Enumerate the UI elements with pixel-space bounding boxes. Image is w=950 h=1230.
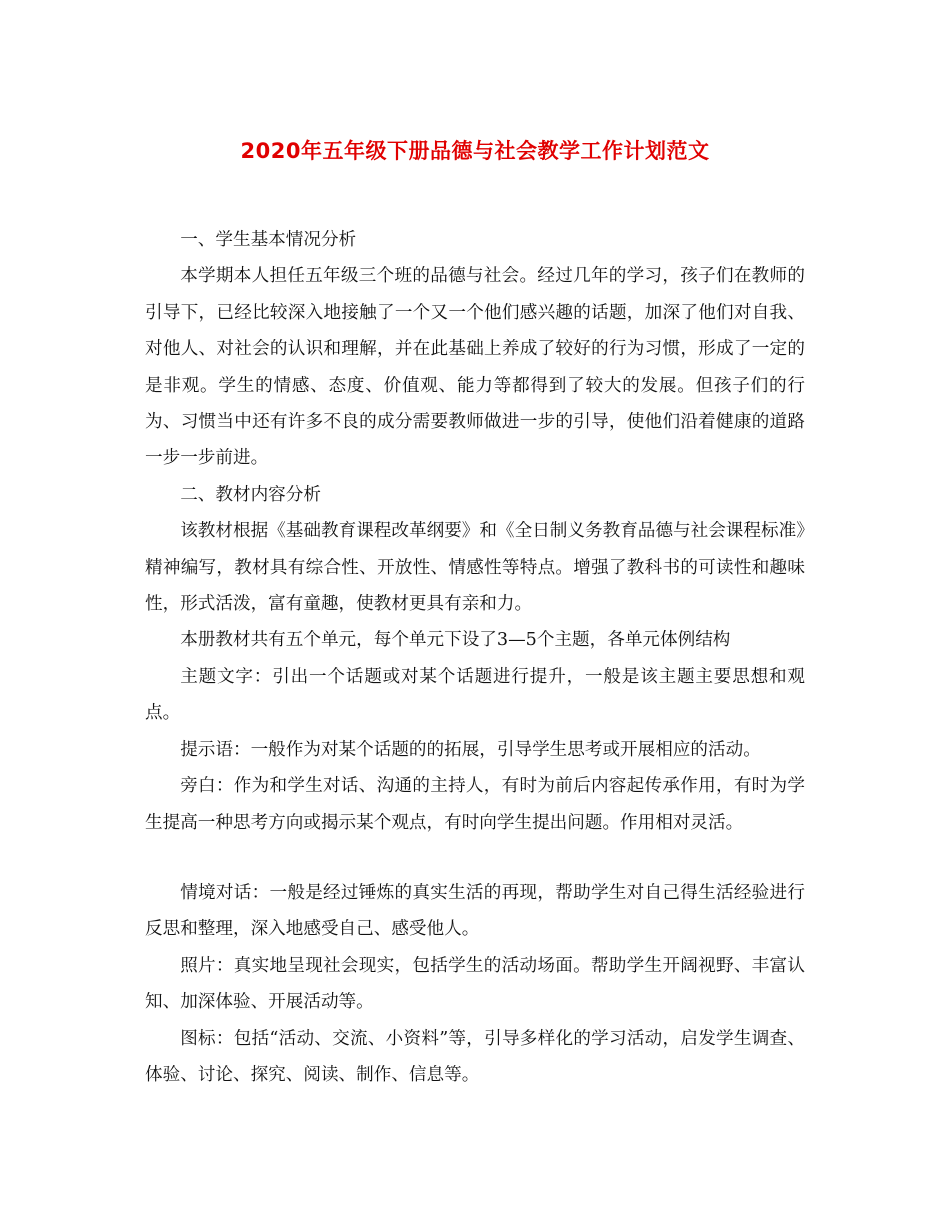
section-heading-textbook-analysis: 二、教材内容分析	[180, 484, 321, 505]
paragraph-theme-text: 主题文字：引出一个话题或对某个话题进行提升，一般是该主题主要思想和观点。	[145, 666, 805, 724]
section-heading-student-analysis: 一、学生基本情况分析	[180, 230, 357, 250]
document-title: 2020年五年级下册品德与社会教学工作计划范文	[240, 139, 710, 163]
paragraph-prompt-text: 提示语：一般作为对某个话题的的拓展，引导学生思考或开展相应的活动。	[180, 739, 761, 760]
paragraph-icons: 图标：包括“活动、交流、小资料”等，引导多样化的学习活动，启发学生调查、体验、讨论、探究、阅读、制作、信息等。	[145, 1028, 805, 1085]
paragraph-narration: 旁白：作为和学生对话、沟通的主持人，有时为前后内容起传承作用，有时为学生提高一种思考方向或揭示某个观点，有时向学生提出问题。作用相对灵活。	[145, 776, 805, 833]
paragraph-unit-structure: 本册教材共有五个单元，每个单元下设了3—5个主题，各单元体例结构	[180, 630, 731, 651]
paragraph-photos: 照片：真实地呈现社会现实，包括学生的活动场面。帮助学生开阔视野、丰富认知、加深体验、开展活动等。	[145, 955, 805, 1013]
paragraph-student-analysis: 本学期本人担任五年级三个班的品德与社会。经过几年的学习，孩子们在教师的引导下，已经比较深入地接触了一个又一个他们感兴趣的话题，加深了他们对自我、对他人、对社会的认识和理解，并在此基础上养成了较好的行为习惯，形成了一定的是非观。学生的情感、态度、价值观、能力等都得到了较大的发展。但孩子们的行为、习惯当中还有许多不良的成分需要教师做进一步的引导，使他们沿着健康的道路一步一步前进。	[145, 266, 805, 469]
paragraph-situational-dialogue: 情境对话：一般是经过锤炼的真实生活的再现，帮助学生对自己得生活经验进行反思和整理，深入地感受自己、感受他人。	[145, 882, 805, 940]
paragraph-textbook-analysis: 该教材根据《基础教育课程改革纲要》和《全日制义务教育品德与社会课程标准》精神编写，教材具有综合性、开放性、情感性等特点。增强了教科书的可读性和趣味性，形式活泼，富有童趣，使教材更具有亲和力。	[145, 521, 805, 615]
document-body	[145, 222, 805, 1093]
